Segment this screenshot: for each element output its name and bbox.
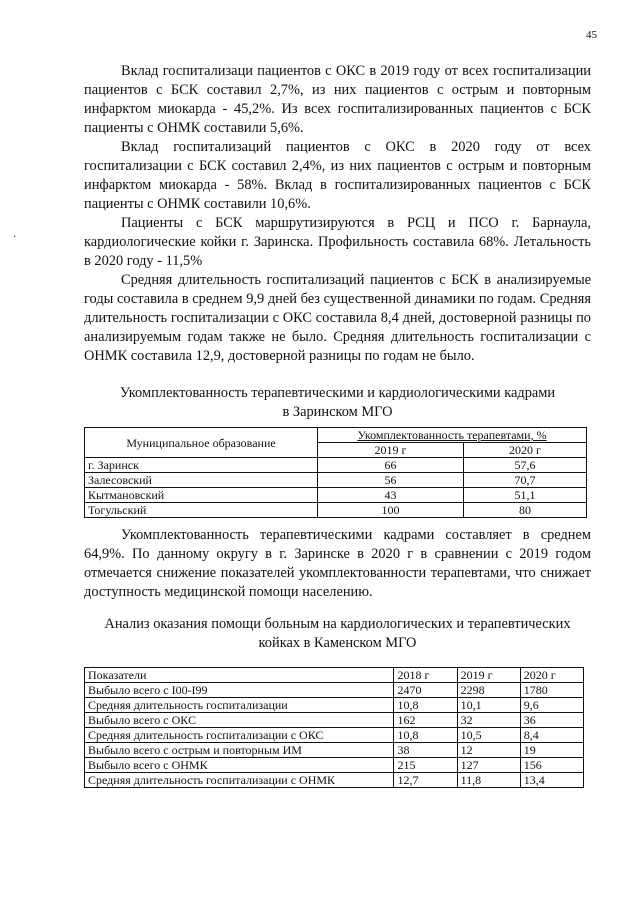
kam-header-2020: 2020 г [520,668,583,683]
kam-cell-2019: 10,5 [457,728,520,743]
kam-cell-2019: 127 [457,758,520,773]
kam-header-2018: 2018 г [394,668,457,683]
staff-header-group: Укомплектованность терапевтами, % [318,428,587,443]
staff-table [84,427,587,518]
kam-cell-2019: 10,1 [457,698,520,713]
paragraph: Средняя длительность госпитализаций пациентов с БСК в анализируемые годы составила в среднем 9,9 дней без существенной динамики по годам. Средняя длительность госпитализации с ОКС составила 8,4 дней, достоверной разницы по анализируемым годам также не было. Средняя длительность госпитализации с ОНМК составила 12,9, достоверной разницы по годам не было. [84,272,591,364]
kam-cell-2018: 215 [394,758,457,773]
paragraph: Пациенты с БСК маршрутизируются в РСЦ и ПСО г. Барнаула, кардиологические койки г. Заринска. Профильность составила 68%. Летальность в 2020 году - 11,5% [84,215,591,269]
kam-cell-2018: 162 [394,713,457,728]
staff-cell-2020: 51,1 [464,488,587,503]
kam-cell-2018: 2470 [394,683,457,698]
table-row [85,713,584,728]
stray-mark: . [13,226,16,240]
table-row [85,683,584,698]
table-row [85,488,587,503]
paragraph: Укомплектованность терапевтическими кадрами составляет в среднем 64,9%. По данному округу в г. Заринске в 2020 г в сравнении с 2019 годом отмечается снижение показателей укомплектованности терапевтами, что снижает доступность медицинской помощи населению. [84,527,591,600]
kam-cell-2018: 12,7 [394,773,457,788]
kam-cell-2018: 10,8 [394,698,457,713]
paragraph: Вклад госпитализаций пациентов с ОКС в 2020 году от всех госпитализации с БСК составил 2,4%, из них пациентов с острым и повторным инфарктом миокарда - 58%. Вклад в госпитализированных пациентов с БСК пациенты с ОНМК составили 10,6%. [84,139,591,212]
table-row [85,503,587,518]
staff-header-2020: 2020 г [464,443,587,458]
kam-cell-2018: 10,8 [394,728,457,743]
kam-cell-2020: 36 [520,713,583,728]
kam-cell-2020: 1780 [520,683,583,698]
table-row [85,773,584,788]
kam-cell-name: Выбыло всего с ОКС [85,713,394,728]
page-number: 45 [586,29,597,41]
kam-cell-name: Выбыло всего с I00-I99 [85,683,394,698]
kam-table-title [84,615,591,653]
kam-cell-2020: 156 [520,758,583,773]
kam-cell-2019: 32 [457,713,520,728]
kam-cell-name: Средняя длительность госпитализации с ОНМК [85,773,394,788]
kam-cell-2018: 38 [394,743,457,758]
paragraph: Вклад госпитализаци пациентов с ОКС в 2019 году от всех госпитализации пациентов с БСК составил 2,7%, из них пациентов с острым и повторным инфарктом миокарда - 45,2%. Из всех госпитализированных пациентов с БСК пациенты с ОНМК составили 5,6%. [84,63,591,136]
table-row [85,473,587,488]
kam-header-indicator: Показатели [85,668,394,683]
staff-cell-2020: 57,6 [464,458,587,473]
staff-cell-name: Кытмановский [85,488,318,503]
staff-header-2019: 2019 г [318,443,464,458]
body-text [84,62,591,366]
staff-table-title [84,384,591,422]
kam-cell-2019: 12 [457,743,520,758]
kam-cell-2020: 8,4 [520,728,583,743]
kam-cell-2020: 9,6 [520,698,583,713]
staff-cell-2020: 70,7 [464,473,587,488]
staff-table-title-line2: в Заринском МГО [282,404,393,420]
staff-cell-name: Тогульский [85,503,318,518]
kam-cell-name: Средняя длительность госпитализации [85,698,394,713]
staff-cell-name: Залесовский [85,473,318,488]
table-row [85,458,587,473]
kam-table-title-line2: койках в Каменском МГО [258,635,417,651]
staff-header-municipality: Муниципальное образование [85,428,318,458]
kam-cell-name: Выбыло всего с ОНМК [85,758,394,773]
table-row [85,758,584,773]
staff-cell-2020: 80 [464,503,587,518]
kam-header-2019: 2019 г [457,668,520,683]
staff-cell-2019: 56 [318,473,464,488]
kam-cell-name: Выбыло всего с острым и повторным ИМ [85,743,394,758]
kam-cell-name: Средняя длительность госпитализации с ОКС [85,728,394,743]
kam-table-title-line1: Анализ оказания помощи больным на кардиологических и терапевтических [104,616,571,632]
kam-table [84,667,584,788]
kam-cell-2019: 2298 [457,683,520,698]
kam-cell-2020: 19 [520,743,583,758]
table-row [85,743,584,758]
staff-cell-2019: 43 [318,488,464,503]
staff-text [84,526,591,602]
kam-cell-2020: 13,4 [520,773,583,788]
table-row [85,698,584,713]
staff-cell-name: г. Заринск [85,458,318,473]
staff-cell-2019: 66 [318,458,464,473]
staff-table-title-line1: Укомплектованность терапевтическими и кардиологическими кадрами [119,385,556,401]
table-row [85,728,584,743]
staff-cell-2019: 100 [318,503,464,518]
kam-cell-2019: 11,8 [457,773,520,788]
